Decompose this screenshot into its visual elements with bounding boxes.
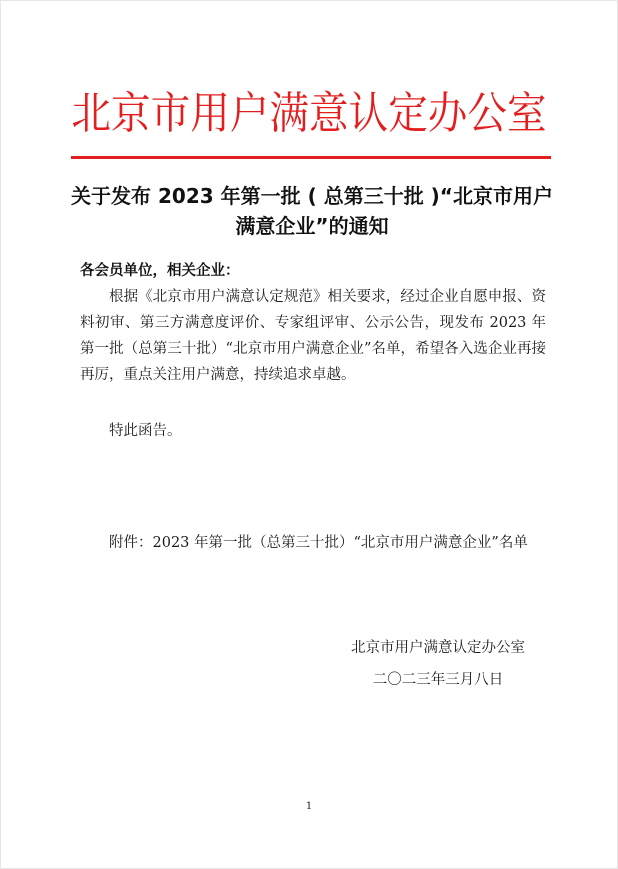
body-paragraph: 根据《北京市用户满意认定规范》相关要求，经过企业自愿申报、资料初审、第三方满意度评价、专家组评审、公示公告，现发布 2023 年第一批（总第三十批）“北京市用户满意企业”名单，希望各入选企业再接再厉，重点关注用户满意，持续追求卓越。	[80, 289, 546, 383]
page-number: 1	[305, 801, 313, 812]
signature-organization: 北京市用户满意认定办公室	[351, 640, 525, 656]
attachment-line: 附件：2023 年第一批（总第三十批）“北京市用户满意企业”名单	[109, 535, 528, 551]
salutation: 各会员单位，相关企业：	[80, 263, 240, 279]
letterhead-red-rule	[71, 156, 551, 159]
notice-title: 关于发布 2023 年第一批 ( 总第三十批 )“北京市用户满意企业”的通知	[71, 184, 553, 238]
letterhead-title: 北京市用户满意认定办公室	[71, 88, 547, 139]
closing-line: 特此函告。	[109, 423, 182, 439]
signature-date: 二〇二三年三月八日	[372, 672, 504, 688]
